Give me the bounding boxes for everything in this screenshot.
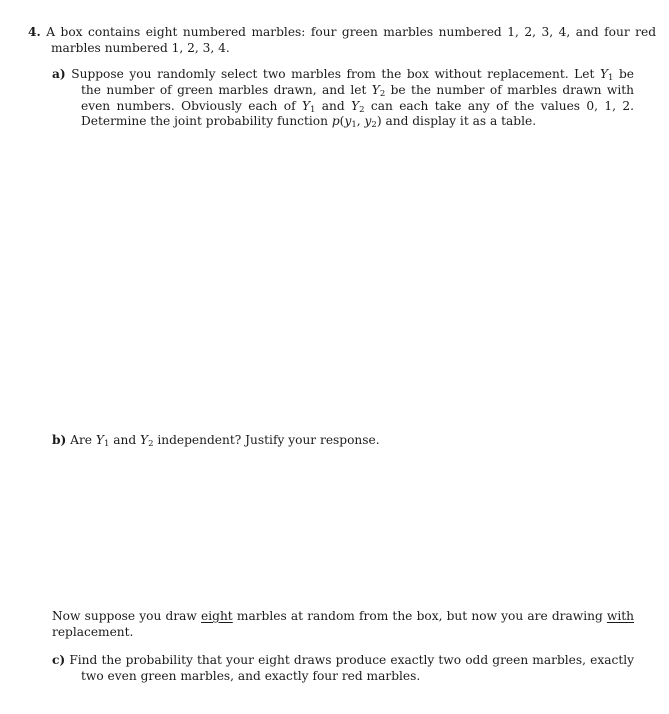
part-a-text-5: can each take any of the values 0, 1, 2. Determine the joint probability function xyxy=(81,98,635,129)
var-y2-second: $Y_2$ xyxy=(351,98,365,115)
part-a-text-1: Suppose you randomly select two marbles from the box without replacement. Let xyxy=(71,67,600,81)
part-b-text-2: and xyxy=(109,433,141,447)
part-c-text: Find the probability that your eight draws produce exactly two odd green marbles, exactly two even green marbles, and exactly four red marbles. xyxy=(69,653,634,683)
part-c-label: c) xyxy=(52,653,66,667)
part-b-text-1: Are xyxy=(70,433,96,447)
var-y1: $Y_1$ xyxy=(599,67,614,83)
part-b-label: b) xyxy=(52,433,67,447)
question-number: 4. xyxy=(28,25,41,39)
transition-text-3: replacement. xyxy=(52,624,134,639)
part-a-text-3: be the number of marbles drawn with even numbers. Obviously each of xyxy=(81,82,634,113)
part-a-text-4: and xyxy=(315,98,352,113)
transition-paragraph xyxy=(52,609,634,641)
part-a-text-2: be the number of green marbles drawn, and let xyxy=(81,67,635,97)
transition-text-2: marbles at random from the box, but now you are drawing xyxy=(232,609,607,623)
part-a xyxy=(52,67,634,130)
var-y1-second: $Y_1$ xyxy=(301,98,316,115)
part-c xyxy=(52,653,634,685)
var-y1: $Y_1$ xyxy=(95,433,110,449)
transition-text-1: Now suppose you draw xyxy=(52,609,202,623)
joint-pmf-notation: $p(y_1$, $y_2$) xyxy=(331,114,382,131)
part-a-text-6: and display it as a table. xyxy=(381,114,537,129)
var-y2: $Y_2$ xyxy=(371,82,386,99)
part-b xyxy=(52,433,634,449)
part-a-label: a) xyxy=(52,67,66,81)
underlined-with: with xyxy=(606,609,634,623)
question-4-intro xyxy=(22,25,656,57)
underlined-eight: eight xyxy=(201,609,233,623)
var-y2: $Y_2$ xyxy=(140,433,154,449)
question-intro-text: A box contains eight numbered marbles: four green marbles numbered 1, 2, 3, 4, and four red marbles numbered 1, 2, 3, 4. xyxy=(46,25,657,55)
part-b-text-3: independent? Justify your response. xyxy=(153,433,380,447)
